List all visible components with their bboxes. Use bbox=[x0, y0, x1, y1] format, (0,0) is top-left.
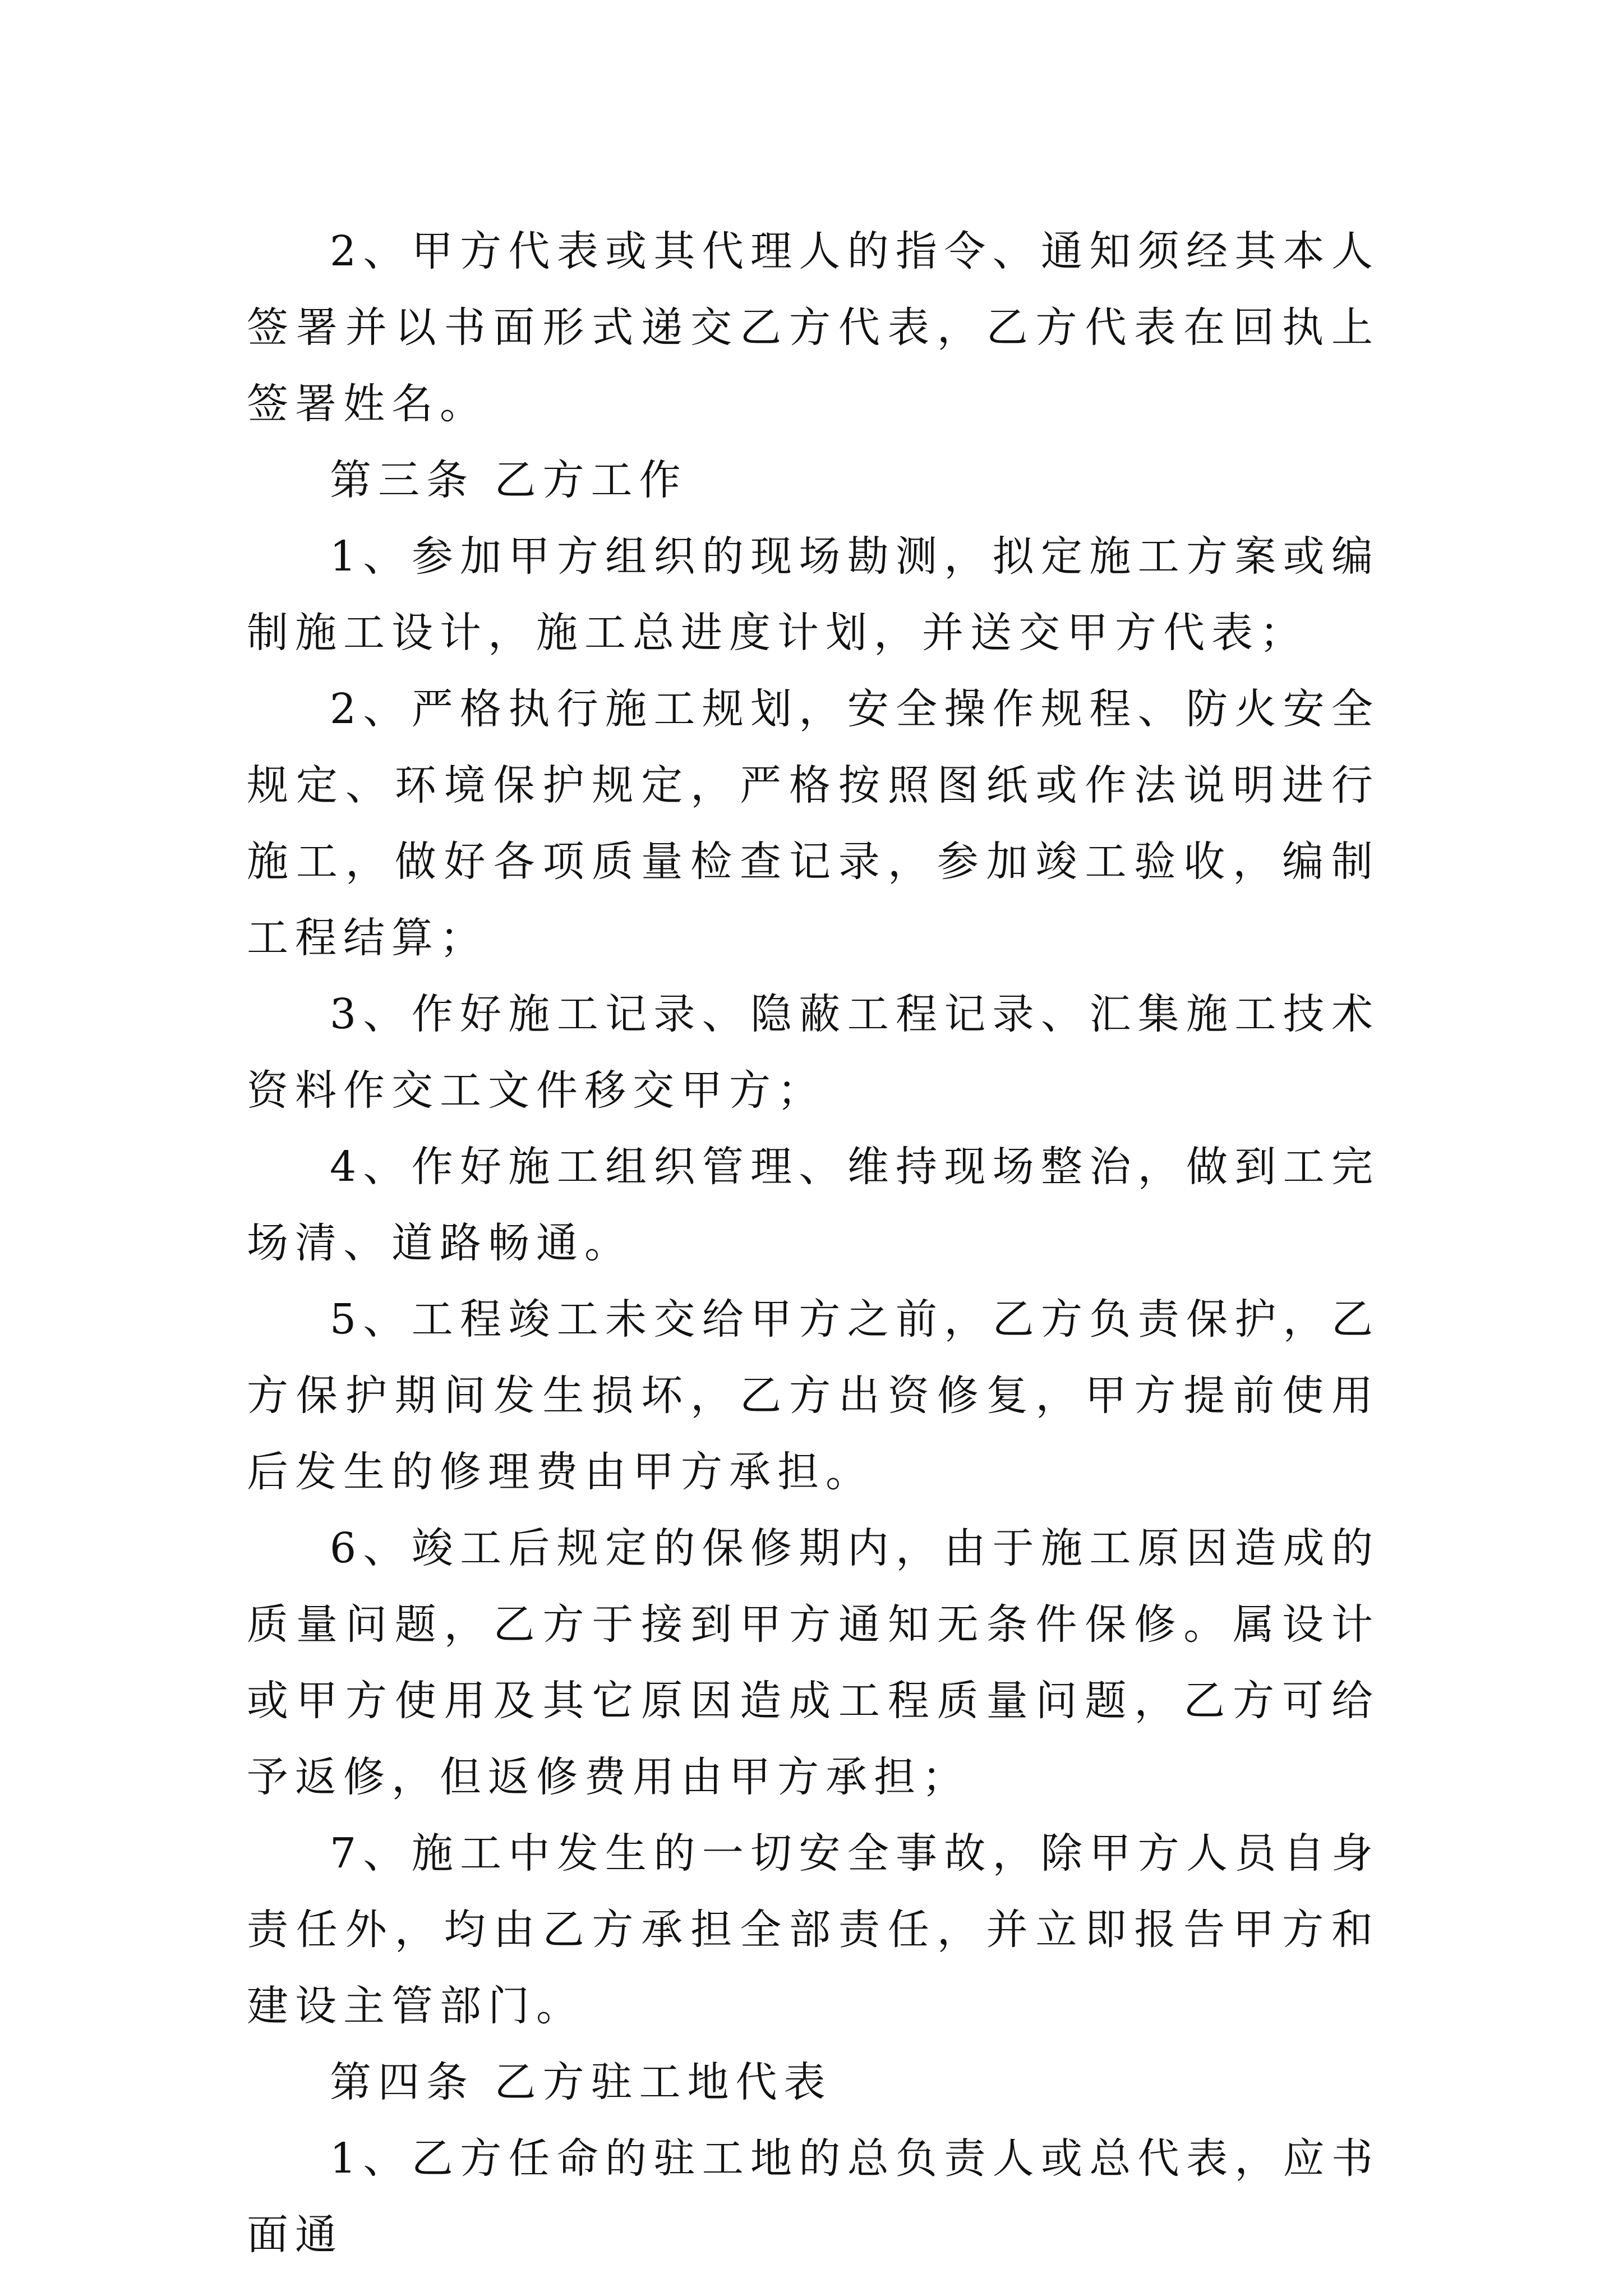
clause-paragraph: 5、工程竣工未交给甲方之前，乙方负责保护，乙方保护期间发生损坏，乙方出资修复，甲方提前使用后发生的修理费由甲方承担。 bbox=[247, 1295, 1380, 1496]
document-body bbox=[247, 213, 1380, 2273]
clause-paragraph: 7、施工中发生的一切安全事故，除甲方人员自身责任外，均由乙方承担全部责任，并立即报告甲方和建设主管部门。 bbox=[247, 1829, 1380, 2030]
article-heading: 第四条 乙方驻工地代表 bbox=[330, 2058, 832, 2106]
clause-paragraph: 4、作好施工组织管理、维持现场整治，做到工完场清、道路畅通。 bbox=[247, 1143, 1380, 1267]
article-heading: 第三条 乙方工作 bbox=[330, 456, 688, 504]
clause-paragraph: 2、甲方代表或其代理人的指令、通知须经其本人签署并以书面形式递交乙方代表，乙方代表在回执上签署姓名。 bbox=[247, 227, 1380, 428]
clause-paragraph: 3、作好施工记录、隐蔽工程记录、汇集施工技术资料作交工文件移交甲方； bbox=[247, 990, 1380, 1115]
clause-paragraph: 1、参加甲方组织的现场勘测，拟定施工方案或编制施工设计，施工总进度计划，并送交甲方代表； bbox=[247, 532, 1380, 657]
clause-paragraph: 2、严格执行施工规划，安全操作规程、防火安全规定、环境保护规定，严格按照图纸或作法说明进行施工，做好各项质量检查记录，参加竣工验收，编制工程结算； bbox=[247, 685, 1380, 962]
clause-paragraph: 1、乙方任命的驻工地的总负责人或总代表，应书面通 bbox=[247, 2134, 1380, 2259]
clause-paragraph: 6、竣工后规定的保修期内，由于施工原因造成的质量问题，乙方于接到甲方通知无条件保修。属设计或甲方使用及其它原因造成工程质量问题，乙方可给予返修，但返修费用由甲方承担； bbox=[247, 1524, 1380, 1801]
